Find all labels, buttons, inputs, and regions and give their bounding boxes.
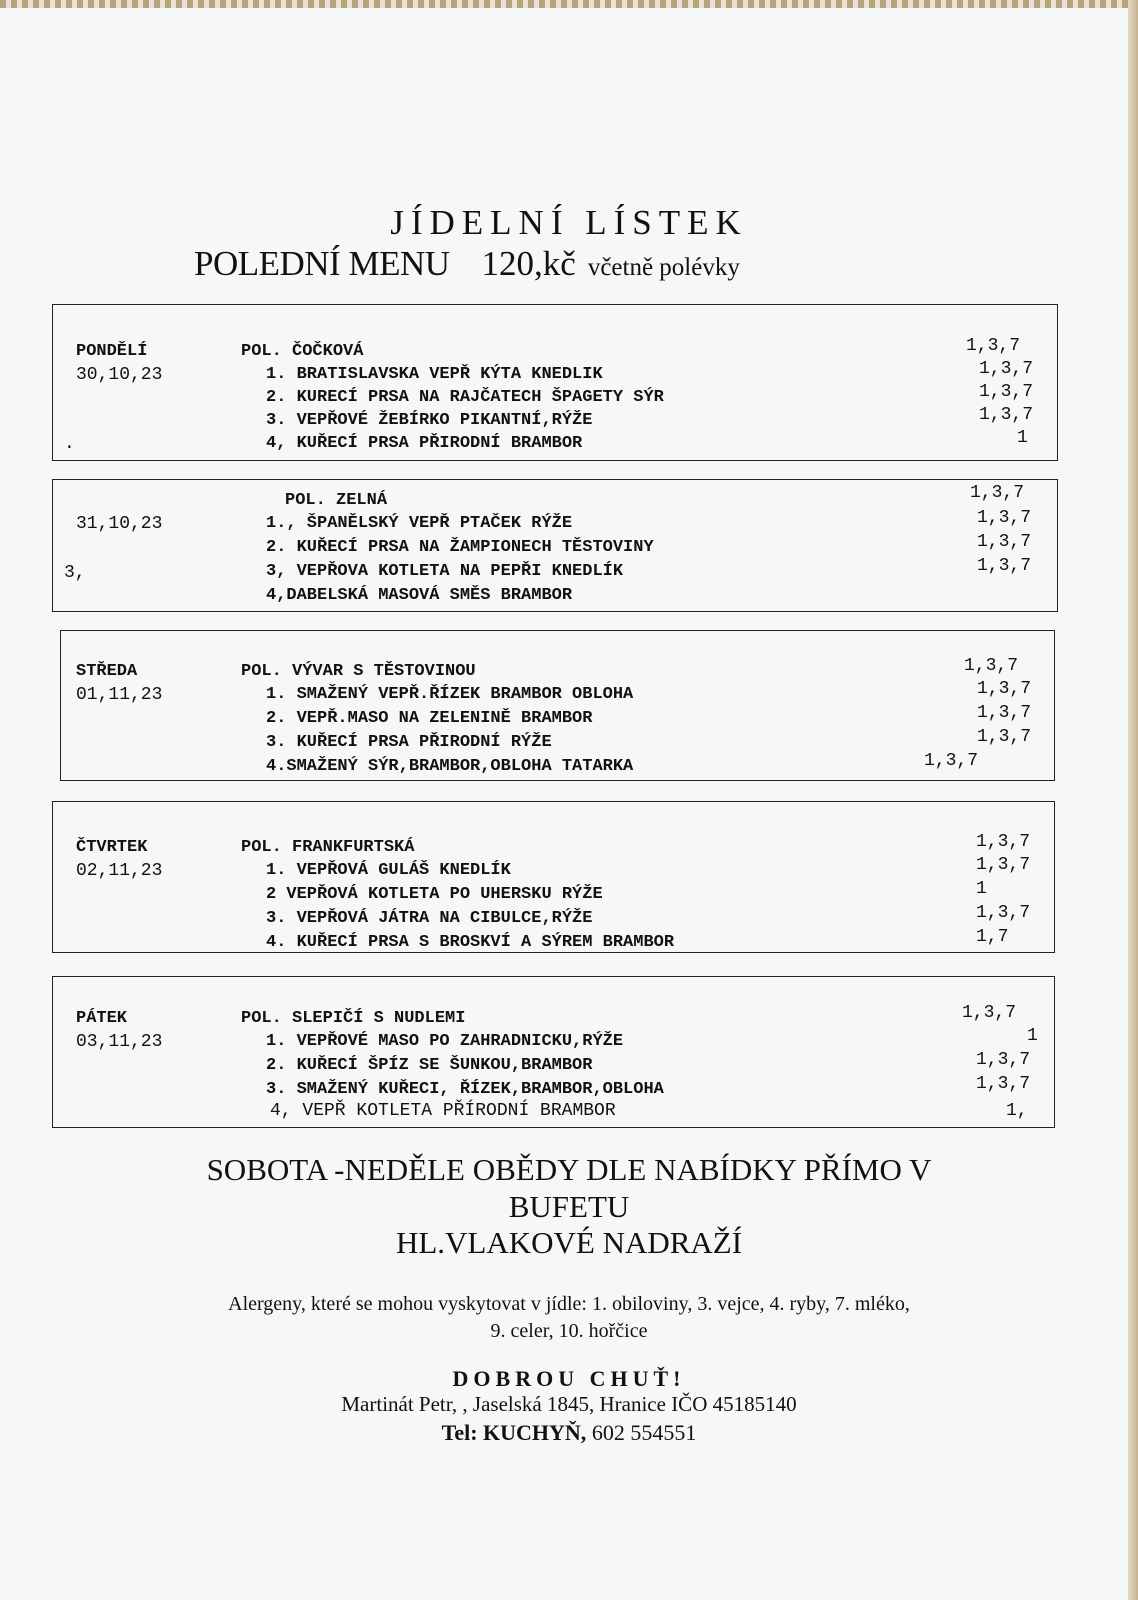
meal-item: 3. KUŘECÍ PRSA PŘIRODNÍ RÝŽE	[266, 733, 552, 752]
meal-item: 1. VEPŘOVÁ GULÁŠ KNEDLÍK	[266, 861, 511, 880]
page-title: JÍDELNÍ LÍSTEK	[390, 203, 748, 242]
meal-allergens: 1,3,7	[979, 405, 1034, 425]
day-date: 03,11,23	[76, 1032, 163, 1052]
weekend-line-3: HL.VLAKOVÉ NADRAŽÍ	[395, 1225, 743, 1260]
meal-item: 1. BRATISLAVSKA VEPŘ KÝTA KNEDLIK	[266, 365, 603, 384]
meal-item: 2. KUREC͏Í PRSA NA RAJČATECH ŠPAGETY SÝR	[266, 388, 664, 407]
meal-allergens: 1,3,7	[924, 751, 979, 771]
meal-allergens: 1,3,7	[976, 1050, 1031, 1070]
soup-allergens: 1,3,7	[970, 483, 1025, 503]
soup-item: POL. FRANKFURTSKÁ	[241, 838, 415, 857]
meal-item: 4.SMAŽENÝ SÝR,BRAMBOR,OBLOHA TATARKA	[266, 757, 634, 776]
soup-allergens: 1,3,7	[966, 336, 1021, 356]
meal-item: 3. SMAŽENÝ KUŘECI, ŘÍZEK,BRAMBOR,OBLOHA	[266, 1080, 664, 1099]
meal-allergens: 1,3,7	[977, 556, 1032, 576]
meal-item: 2 VEPŘOVÁ KOTLETA PO UHERSKU RÝŽE	[266, 885, 603, 904]
lunch-menu-label: POLEDNÍ MENU	[194, 244, 450, 283]
meal-item: 1. SMAŽENÝ VEPŘ.ŘÍZEK BRAMBOR OBLOHA	[266, 685, 634, 704]
day-name: STŘEDA	[76, 662, 138, 681]
allergens-line-2: 9. celer, 10. hořčice	[490, 1320, 648, 1342]
soup-allergens: 1,3,7	[964, 656, 1019, 676]
phone-label: Tel: KUCHYŇ,	[441, 1420, 587, 1445]
day-name: PÁTEK	[76, 1009, 128, 1028]
meal-allergens: 1	[1027, 1026, 1038, 1046]
meal-item: 4. KUŘECÍ PRSA S BROSKVÍ A SÝREM BRAMBOR	[266, 933, 675, 952]
meal-allergens: 1,3,7	[976, 1074, 1031, 1094]
bon-appetit: DOBROU CHUŤ!	[452, 1366, 686, 1391]
day-date: 02,11,23	[76, 861, 163, 881]
day-box-thursday	[52, 801, 1055, 953]
meal-allergens: 1,3,7	[979, 382, 1034, 402]
meal-item: 4, VEPŘ KOTLETA PŘÍRODNÍ BRAMBOR	[270, 1101, 616, 1121]
meal-item: 3. VEPŘOVÁ JÁTRA NA CIBULCE,RÝŽE	[266, 909, 593, 928]
meal-allergens: 1	[976, 879, 987, 899]
day-date: 01,11,23	[76, 685, 163, 705]
phone-number: 602 554551	[591, 1420, 697, 1445]
meal-item: 1., ŠPANĚLSKÝ VEPŘ PTAČEK RÝŽE	[266, 514, 573, 533]
paper-top-edge	[0, 0, 1138, 8]
day-name: ČTVRTEK	[76, 838, 148, 857]
phone-line	[0, 1420, 1138, 1446]
soup-allergens: 1,3,7	[962, 1003, 1017, 1023]
meal-item: 4, KUŘECÍ PRSA PŘIRODNÍ BRAMBOR	[266, 434, 583, 453]
meal-item: 1. VEPŘOVÉ MASO PO ZAHRADNICKU,RÝŽE	[266, 1032, 624, 1051]
meal-item: 2. KUŘECÍ ŠPÍZ SE ŠUNKOU,BRAMBOR	[266, 1056, 593, 1075]
meal-allergens: 1,3,7	[977, 508, 1032, 528]
meal-allergens: 1	[1017, 428, 1028, 448]
day-note: .	[64, 434, 75, 454]
day-name: PONDĚLÍ	[76, 342, 148, 361]
meal-item: 3. VEPŘOVÉ ŽEBÍRKO PIKANTNÍ,RÝŽE	[266, 411, 593, 430]
meal-item: 4,DABELSKÁ MASOVÁ SMĚS BRAMBOR	[266, 586, 573, 605]
meal-allergens: 1,	[1006, 1101, 1028, 1121]
soup-item: POL. ZELNÁ	[285, 491, 388, 510]
meal-allergens: 1,3,7	[977, 703, 1032, 723]
day-date: 31,10,23	[76, 514, 163, 534]
soup-item: POL. ČOČKOVÁ	[241, 342, 364, 361]
weekend-line-2: BUFETU	[508, 1189, 630, 1224]
weekend-line-1: SOBOTA -NEDĚLE OBĚDY DLE NABÍDKY PŘÍMO V	[206, 1152, 932, 1187]
price-note: včetně polévky	[587, 254, 740, 281]
meal-allergens: 1,7	[976, 927, 1009, 947]
meal-item: 3, VEPŘOVA KOTLETA NA PEPŘI KNEDLÍK	[266, 562, 624, 581]
meal-allergens: 1,3,7	[976, 855, 1031, 875]
meal-allergens: 1,3,7	[979, 359, 1034, 379]
owner-info: Martinát Petr, , Jaselská 1845, Hranice IČO 45185140	[341, 1392, 797, 1416]
meal-allergens: 1,3,7	[976, 903, 1031, 923]
soup-allergens: 1,3,7	[976, 832, 1031, 852]
meal-allergens: 1,3,7	[977, 727, 1032, 747]
meal-allergens: 1,3,7	[977, 679, 1032, 699]
meal-item: 2. VEPŘ.MASO NA ZELENINĚ BRAMBOR	[266, 709, 593, 728]
day-date: 30,10,23	[76, 365, 163, 385]
soup-item: POL. SLEPIČÍ S NUDLEMI	[241, 1009, 466, 1028]
allergens-line-1: Alergeny, které se mohou vyskytovat v jídle: 1. obiloviny, 3. vejce, 4. ryby, 7. mléko,	[228, 1293, 910, 1315]
page-subtitle	[194, 244, 740, 284]
day-note: 3,	[64, 563, 86, 583]
meal-item: 2. KUŘECÍ PRSA NA ŽAMPIONECH TĚSTOVINY	[266, 538, 654, 557]
soup-item: POL. VÝVAR S TĚSTOVINOU	[241, 662, 476, 681]
meal-allergens: 1,3,7	[977, 532, 1032, 552]
menu-price: 120,kč	[481, 244, 576, 283]
